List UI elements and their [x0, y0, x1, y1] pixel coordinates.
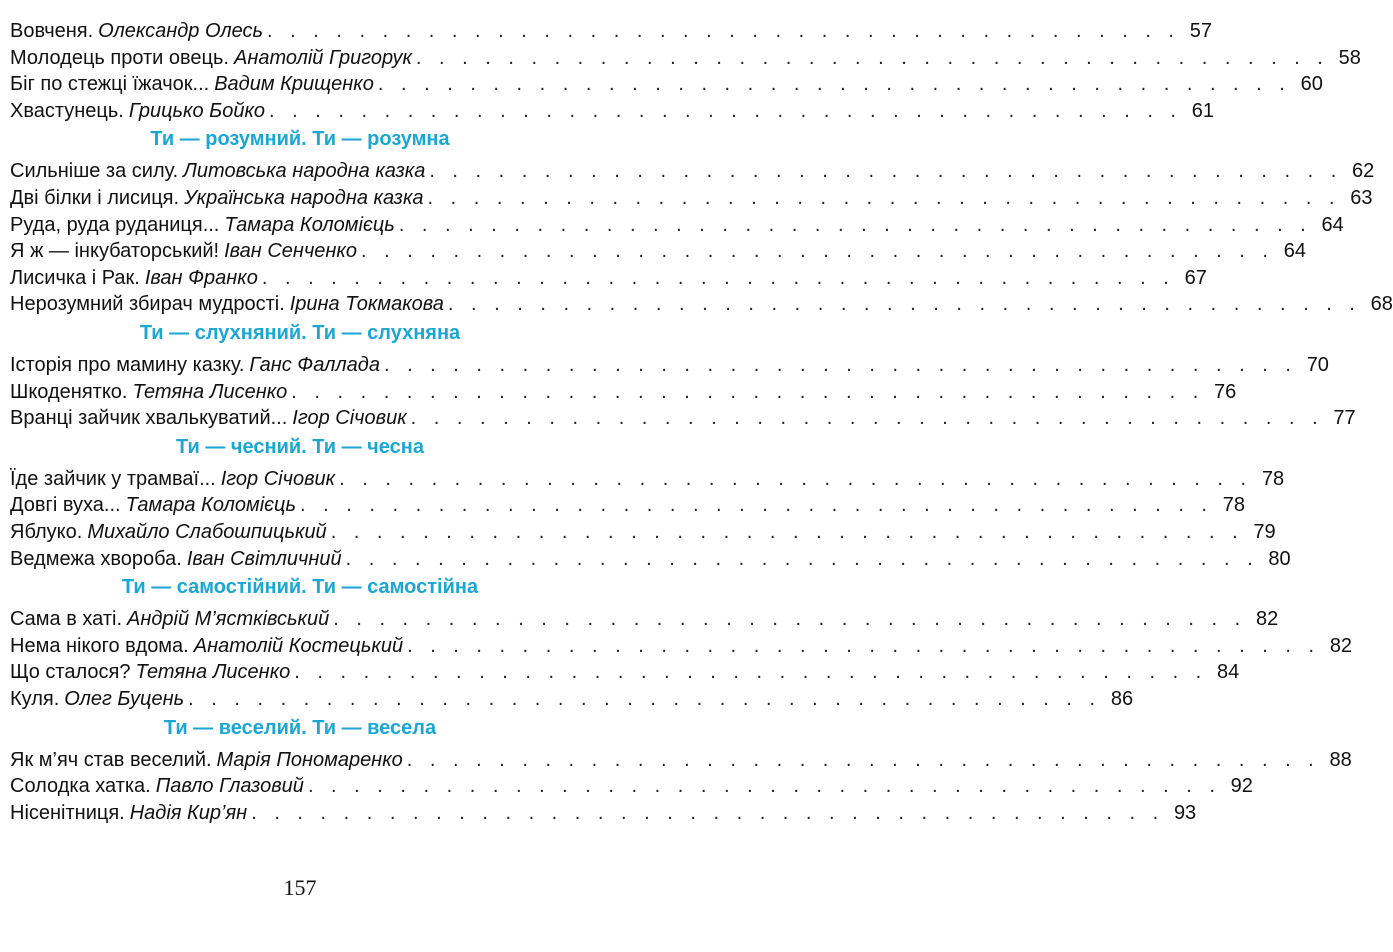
entry-title: Вовченя.: [10, 20, 94, 42]
entry-author: Михайло Слабошпицький: [87, 521, 327, 543]
dot-leader: . . . . . . . . . . . . . . . . . . . . . . . . . . . . . . . . . . . . . . . .: [345, 547, 1259, 570]
section-heading: Ти — веселий. Ти — весела: [163, 716, 437, 739]
section-heading: Ти — слухняний. Ти — слухняна: [139, 322, 461, 344]
entry-author: Тамара Коломієць: [125, 494, 297, 517]
dot-leader: . . . . . . . . . . . . . . . . . . . . . . . . . . . . . . . . . . . . . . . .: [307, 775, 1221, 798]
toc-entry[interactable]: [10, 773, 1253, 799]
entry-page-number: 61: [1191, 99, 1214, 122]
toc-entry[interactable]: [10, 185, 1373, 211]
toc-entry[interactable]: [10, 686, 1134, 712]
entry-author: Ганс Фаллада: [249, 354, 380, 376]
toc-entry[interactable]: [10, 71, 1323, 97]
entry-page-number: 82: [1255, 608, 1279, 631]
toc-entry[interactable]: [10, 519, 1276, 545]
toc-entry[interactable]: [10, 379, 1237, 405]
entry-author: Тетяна Лисенко: [132, 380, 288, 403]
dot-leader: . . . . . . . . . . . . . . . . . . . . . . . . . . . . . . . . . . . . . . . .: [398, 213, 1312, 236]
toc-entry[interactable]: [10, 212, 1344, 238]
entry-page-number: 79: [1253, 521, 1276, 543]
toc-entry[interactable]: [10, 238, 1306, 264]
section-heading: Ти — розумний. Ти — розумна: [150, 128, 450, 151]
entry-title: Лисичка і Рак.: [10, 266, 140, 289]
entry-title: Нерозумний збирач мудрості.: [10, 293, 285, 316]
entry-author: Литовська народна казка: [183, 160, 426, 183]
entry-page-number: 64: [1283, 240, 1306, 263]
dot-leader: . . . . . . . . . . . . . . . . . . . . . . . . . . . . . . . . . . . . . . . .: [251, 801, 1165, 824]
entry-author: Ірина Токмакова: [289, 293, 444, 316]
entry-author: Українська народна казка: [184, 187, 424, 209]
toc-entry[interactable]: [10, 633, 1353, 659]
section-heading: Ти — самостійний. Ти — самостійна: [121, 576, 479, 599]
entry-page-number: 80: [1268, 547, 1291, 570]
dot-leader: . . . . . . . . . . . . . . . . . . . . . . . . . . . . . . . . . . . . . . . .: [383, 354, 1297, 376]
entry-title: Дві білки і лисиця.: [10, 187, 180, 209]
entry-page-number: 58: [1338, 46, 1361, 69]
entry-page-number: 76: [1214, 380, 1237, 403]
entry-title: Вранці зайчик хвалькуватий...: [10, 407, 288, 430]
dot-leader: . . . . . . . . . . . . . . . . . . . . . . . . . . . . . . . . . . . . . . . .: [415, 46, 1329, 69]
entry-page-number: 84: [1217, 661, 1240, 684]
toc-entry[interactable]: [10, 800, 1197, 826]
dot-leader: . . . . . . . . . . . . . . . . . . . . . . . . . . . . . . . . . . . . . . . .: [267, 20, 1180, 42]
entry-title: Шкоденятко.: [10, 380, 128, 403]
dot-leader: . . . . . . . . . . . . . . . . . . . . . . . . . . . . . . . . . . . . . . . .: [333, 608, 1247, 631]
entry-author: Ігор Січовик: [220, 467, 336, 490]
entry-title: Довгі вуха...: [10, 494, 121, 517]
section-heading: Ти — чесний. Ти — чесна: [176, 435, 424, 458]
toc-entry[interactable]: [10, 546, 1291, 572]
dot-leader: . . . . . . . . . . . . . . . . . . . . . . . . . . . . . . . . . . . . . . . .: [188, 688, 1102, 710]
toc-entry[interactable]: [10, 158, 1375, 184]
dot-leader: . . . . . . . . . . . . . . . . . . . . . . . . . . . . . . . . . . . . . . . .: [330, 521, 1244, 543]
entry-title: Сама в хаті.: [10, 608, 123, 631]
entry-title: Біг по стежці їжачок...: [10, 73, 210, 96]
entry-author: Олег Буцень: [64, 688, 185, 710]
toc-entry[interactable]: [10, 606, 1279, 632]
entry-page-number: 86: [1110, 688, 1134, 710]
entry-page-number: 77: [1333, 407, 1356, 430]
toc-entry[interactable]: [10, 265, 1207, 291]
toc-entry[interactable]: [10, 45, 1361, 71]
entry-page-number: 93: [1173, 801, 1197, 824]
dot-leader: . . . . . . . . . . . . . . . . . . . . . . . . . . . . . . . . . . . . . . . .: [429, 160, 1343, 183]
entry-page-number: 67: [1184, 266, 1207, 289]
toc-entry[interactable]: [10, 466, 1285, 492]
entry-author: Тамара Коломієць: [224, 213, 395, 236]
dot-leader: . . . . . . . . . . . . . . . . . . . . . . . . . . . . . . . . . . . . . . . .: [361, 240, 1274, 263]
entry-page-number: 63: [1350, 187, 1373, 209]
toc-entry[interactable]: [10, 405, 1356, 431]
entry-title: Сильніше за силу.: [10, 160, 179, 183]
toc-entry[interactable]: [10, 291, 1393, 317]
dot-leader: . . . . . . . . . . . . . . . . . . . . . . . . . . . . . . . . . . . . . . . .: [407, 634, 1321, 657]
entry-author: Анатолій Григорук: [233, 46, 412, 69]
entry-page-number: 62: [1352, 160, 1375, 183]
entry-author: Іван Сенченко: [224, 240, 357, 263]
entry-author: Іван Світличний: [186, 547, 342, 570]
entry-page-number: 70: [1306, 354, 1329, 376]
entry-title: Яблуко.: [10, 521, 83, 543]
entry-title: Нема нікого вдома.: [10, 634, 189, 657]
entry-title: Хвастунець.: [10, 99, 124, 122]
entry-title: Я ж — інкубаторський!: [10, 240, 220, 263]
entry-title: Їде зайчик у трамваї...: [10, 467, 216, 490]
entry-author: Олександр Олесь: [98, 20, 264, 42]
dot-leader: . . . . . . . . . . . . . . . . . . . . . . . . . . . . . . . . . . . . . . . .: [300, 494, 1213, 517]
entry-author: Павло Глазовий: [155, 775, 304, 798]
dot-leader: . . . . . . . . . . . . . . . . . . . . . . . . . . . . . . . . . . . . . . . .: [406, 748, 1320, 771]
entry-title: Куля.: [10, 688, 60, 710]
toc-entry[interactable]: [10, 18, 1212, 44]
entry-page-number: 92: [1230, 775, 1253, 798]
entry-page-number: 57: [1189, 20, 1212, 42]
entry-author: Тетяна Лисенко: [135, 661, 291, 684]
dot-leader: . . . . . . . . . . . . . . . . . . . . . . . . . . . . . . . . . . . . . . . .: [377, 73, 1291, 96]
entry-author: Вадим Крищенко: [214, 73, 374, 96]
dot-leader: . . . . . . . . . . . . . . . . . . . . . . . . . . . . . . . . . . . . . . . .: [261, 266, 1175, 289]
entry-page-number: 68: [1370, 293, 1393, 316]
entry-page-number: 78: [1261, 467, 1285, 490]
entry-author: Ігор Січовик: [292, 407, 407, 430]
dot-leader: . . . . . . . . . . . . . . . . . . . . . . . . . . . . . . . . . . . . . . . .: [447, 293, 1361, 316]
entry-author: Анатолій Костецький: [193, 634, 404, 657]
toc-entry[interactable]: [10, 659, 1240, 685]
entry-page-number: 60: [1300, 73, 1323, 96]
dot-leader: . . . . . . . . . . . . . . . . . . . . . . . . . . . . . . . . . . . . . . . .: [291, 380, 1205, 403]
entry-title: Історія про мамину казку.: [10, 354, 245, 376]
toc-entry[interactable]: [10, 98, 1214, 124]
entry-title: Як м’яч став веселий.: [10, 748, 212, 771]
toc-entry[interactable]: [10, 352, 1329, 378]
entry-page-number: 88: [1329, 748, 1352, 771]
entry-page-number: 64: [1321, 213, 1344, 236]
entry-author: Андрій М’ястківський: [127, 608, 330, 631]
entry-title: Молодець проти овець.: [10, 46, 229, 69]
entry-title: Що сталося?: [10, 661, 131, 684]
entry-author: Марія Пономаренко: [216, 748, 403, 771]
entry-page-number: 78: [1222, 494, 1245, 517]
entry-title: Нісенітниця.: [10, 801, 125, 824]
entry-title: Солодка хатка.: [10, 775, 151, 798]
dot-leader: . . . . . . . . . . . . . . . . . . . . . . . . . . . . . . . . . . . . . . . .: [427, 187, 1341, 209]
entry-author: Грицько Бойко: [128, 99, 266, 122]
entry-title: Руда, руда руданиця...: [10, 213, 220, 236]
page-number: 157: [283, 875, 317, 900]
toc-entry[interactable]: [10, 492, 1245, 518]
dot-leader: . . . . . . . . . . . . . . . . . . . . . . . . . . . . . . . . . . . . . . . .: [410, 407, 1324, 430]
entry-author: Іван Франко: [144, 266, 258, 289]
dot-leader: . . . . . . . . . . . . . . . . . . . . . . . . . . . . . . . . . . . . . . . .: [339, 467, 1253, 490]
entry-page-number: 82: [1329, 634, 1353, 657]
dot-leader: . . . . . . . . . . . . . . . . . . . . . . . . . . . . . . . . . . . . . . . .: [294, 661, 1208, 684]
entry-title: Ведмежа хвороба.: [10, 547, 182, 570]
entry-author: Надія Кир’ян: [129, 801, 248, 824]
dot-leader: . . . . . . . . . . . . . . . . . . . . . . . . . . . . . . . . . . . . . . . .: [269, 99, 1182, 122]
toc-entry[interactable]: [10, 747, 1352, 773]
